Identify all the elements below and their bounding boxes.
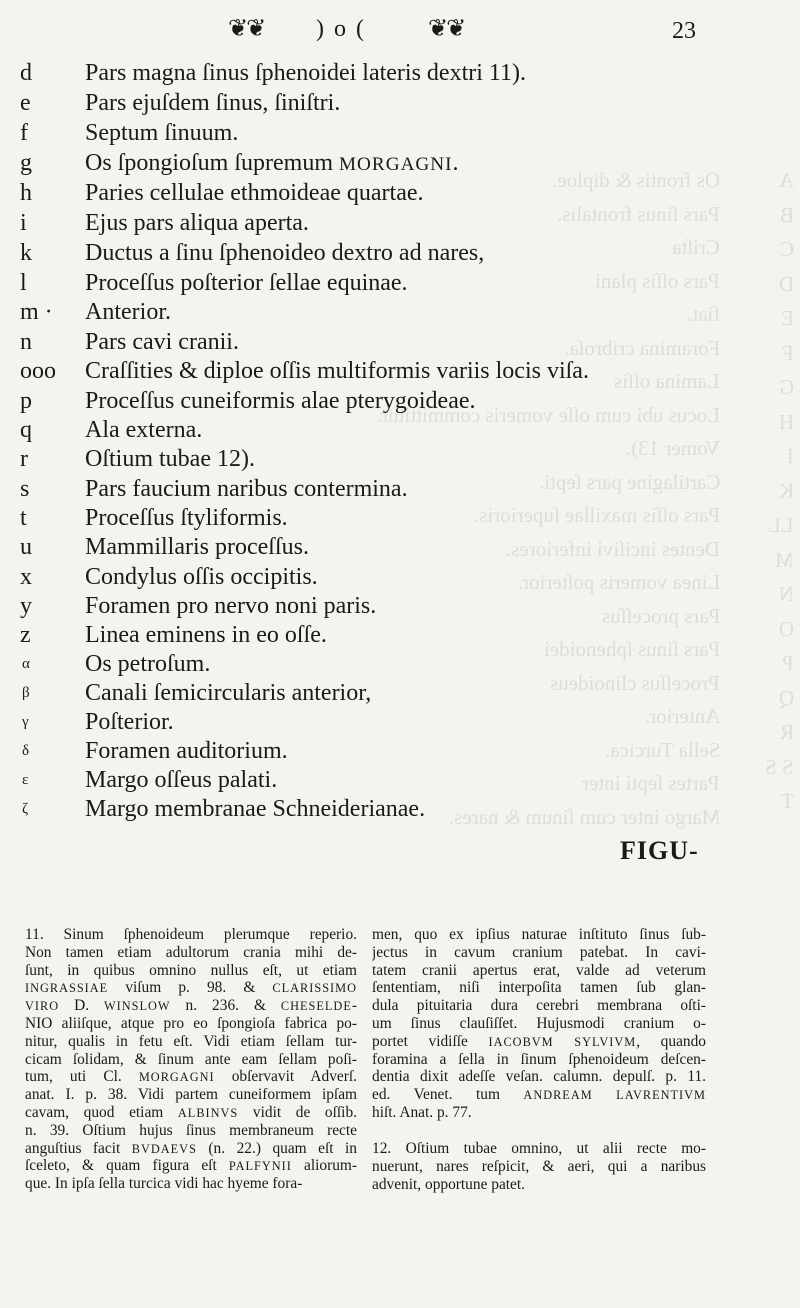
- ghost-line: Partes ſepti inter: [582, 771, 720, 795]
- legend-row: [0, 297, 760, 327]
- legend-description: Mammillaris proceſſus.: [85, 534, 309, 560]
- legend-letter: β: [22, 685, 30, 701]
- ghost-line: fiat.: [686, 302, 720, 326]
- ghost-line: Vomer 13).: [625, 436, 720, 460]
- left-fleuron-ornament: ❦❦: [228, 16, 265, 42]
- legend-letter: m ·: [20, 299, 53, 325]
- footnote-line: jectus in cavum cranium patebat. In cavi-: [372, 943, 706, 961]
- ghost-line: Margo inter cum ſinum & nares.: [448, 804, 720, 829]
- legend-row: [0, 620, 760, 650]
- page-number: 23: [672, 18, 696, 44]
- legend-description: Pars faucium naribus contermina.: [85, 476, 408, 502]
- legend-letter: p: [20, 388, 32, 414]
- legend-row: [0, 178, 760, 208]
- footnote-line: que. In ipſa ſella turcica vidi hac hyeme fora-: [25, 1175, 303, 1193]
- legend-description: Poſterior.: [85, 709, 174, 735]
- footnote-line: um ſinus clauſiſſet. Hujusmodi cranium o-: [372, 1014, 706, 1032]
- ghost-letter: M: [775, 547, 794, 572]
- legend-description: Proceſſus cuneiformis alae pterygoideae.: [85, 388, 476, 414]
- ghost-line: Locus ubi cum oſſe vomeris committitur.: [377, 402, 720, 427]
- footnote-line: tum, uti Cl. MORGAGNI obſervavit Adverſ.: [25, 1068, 357, 1086]
- legend-row: [0, 386, 760, 416]
- footnote-line: portet vidiſſe IACOBVM SYLVIVM, quando: [372, 1032, 706, 1050]
- legend-letter: ε: [22, 772, 29, 788]
- legend-description: Oſtium tubae 12).: [85, 446, 255, 472]
- legend-description: Foramen auditorium.: [85, 738, 288, 764]
- legend-letter: x: [20, 564, 32, 590]
- legend-description: Ejus pars aliqua aperta.: [85, 210, 309, 236]
- footnote-line: tatem cranii apertus erat, valde ad veterum: [372, 961, 706, 979]
- legend-row: [0, 268, 760, 298]
- ghost-letter: A: [778, 168, 794, 192]
- ghost-line: Proceſſus clinoideus: [550, 670, 720, 695]
- legend-description: Canali ſemicircularis anterior,: [85, 680, 372, 706]
- legend-letter: z: [20, 622, 31, 648]
- legend-description: Pars magna ſinus ſphenoidei lateris dextri 11).: [85, 60, 527, 86]
- footnote-line: advenit, opportune patet.: [372, 1175, 526, 1193]
- legend-row: [0, 118, 760, 148]
- footnote-line: ſceleto, & quam figura eſt PALFYNII aliorum-: [25, 1157, 357, 1175]
- ghost-letter: B: [779, 202, 794, 227]
- legend-description: Pars cavi cranii.: [85, 329, 239, 355]
- legend-letter: α: [22, 656, 30, 672]
- ghost-line: Linea vomeris poſterior.: [517, 570, 720, 594]
- ghost-letter: G: [778, 375, 794, 399]
- legend-description: Foramen pro nervo noni paris.: [85, 593, 377, 619]
- ghost-letter: LL: [768, 513, 794, 537]
- legend-letter: d: [20, 60, 32, 86]
- legend-row: [0, 707, 760, 737]
- legend-letter: i: [20, 210, 27, 236]
- footnote-line: anguſtius facit BVDAEVS (n. 22.) quam eſt in: [25, 1139, 357, 1157]
- legend-letter: r: [20, 446, 28, 472]
- legend-row: [0, 208, 760, 238]
- legend-letter: δ: [22, 743, 30, 759]
- legend-row: [0, 736, 760, 766]
- footnote-line: 11. Sinum ſphenoideum plerumque reperio.: [25, 926, 357, 943]
- page-header: [0, 14, 800, 54]
- legend-row: [0, 794, 760, 824]
- legend-description: Os ſpongioſum ſupremum MORGAGNI.: [85, 150, 459, 176]
- legend-letter: q: [20, 417, 32, 443]
- legend-letter: f: [20, 120, 28, 146]
- legend-description: Paries cellulae ethmoideae quartae.: [85, 180, 424, 206]
- ghost-letter: N: [778, 582, 794, 606]
- running-title: )o(: [316, 16, 374, 42]
- footnote-line: cavam, quod etiam ALBINVS vidit de oſſib.: [25, 1103, 357, 1121]
- footnote-line: dentia dixit adeſſe veſan. calumn. depulſ. p. 11.: [372, 1068, 706, 1086]
- legend-row: [0, 532, 760, 562]
- legend-letter: k: [20, 240, 32, 266]
- legend-description: Pars ejuſdem ſinus, ſiniſtri.: [85, 90, 341, 116]
- footnote-line: men, quo ex ipſius naturae inſtituto ſinus ſub-: [372, 926, 706, 943]
- legend-row: [0, 562, 760, 592]
- legend-letter: ζ: [22, 801, 29, 817]
- ghost-line: Pars oſſis plani: [595, 268, 720, 293]
- ghost-letter: C: [779, 237, 794, 261]
- footnote-line: VIRO D. WINSLOW n. 236. & CHESELDE-: [25, 997, 357, 1015]
- footnote-line: Non tamen etiam adultorum crania mihi de-: [25, 943, 357, 961]
- ghost-line: Pars ſinus ſphenoidei: [543, 637, 720, 661]
- legend-row: [0, 327, 760, 357]
- legend-description: Anterior.: [85, 299, 171, 325]
- footnote-line: ſententiam, niſi interpoſita tamen ſub glan-: [372, 979, 706, 997]
- footnote-line: 12. Oſtium tubae omnino, ut alii recte mo-: [372, 1140, 706, 1157]
- ghost-line: Sella Turcica.: [604, 737, 720, 762]
- footnote-line: anat. I. p. 38. Vidi partem cuneiformem ipſam: [25, 1086, 357, 1104]
- legend-description: Proceſſus poſterior ſellae equinae.: [85, 270, 408, 296]
- legend-letter: g: [20, 150, 32, 176]
- legend-description: Septum ſinuum.: [85, 120, 239, 146]
- ghost-letter: S S: [765, 754, 794, 779]
- legend-description: Ala externa.: [85, 417, 203, 443]
- ghost-letter: D: [778, 271, 794, 296]
- footnote-11-left-column: [25, 926, 357, 1193]
- footnote-line: nitur, qualis in fetu eſt. Vidi etiam ſellam tur-: [25, 1032, 357, 1050]
- legend-row: [0, 649, 760, 679]
- ghost-line: Anterior.: [644, 704, 720, 728]
- legend-row: [0, 591, 760, 621]
- legend-description: Margo membranae Schneiderianae.: [85, 796, 426, 822]
- footnote-line: n. 39. Oſtium hujus ſinus membraneum recte: [25, 1121, 357, 1139]
- legend-row: [0, 356, 760, 386]
- ghost-line: Foramina cribroſa.: [563, 335, 720, 360]
- legend-description: Margo oſſeus palati.: [85, 767, 278, 793]
- legend-row: [0, 474, 760, 504]
- legend-row: [0, 58, 760, 88]
- footnote-line: hiſt. Anat. p. 77.: [372, 1103, 472, 1121]
- legend-letter: h: [20, 180, 32, 206]
- legend-letter: t: [20, 505, 27, 531]
- legend-letter: u: [20, 534, 32, 560]
- legend-letter: n: [20, 329, 32, 355]
- legend-description: Condylus oſſis occipitis.: [85, 564, 318, 590]
- ghost-line: Pars oſſis maxillae ſuperioris.: [473, 503, 720, 527]
- legend-row: [0, 238, 760, 268]
- ghost-letter: T: [781, 789, 794, 813]
- legend-letter: γ: [22, 714, 29, 730]
- legend-description: Linea eminens in eo oſſe.: [85, 622, 327, 648]
- ghost-letter: E: [781, 306, 794, 330]
- ghost-letter: R: [779, 720, 794, 744]
- legend-row: [0, 148, 760, 178]
- legend-row: [0, 415, 760, 445]
- ghost-line: Pars ſinus frontalis.: [557, 201, 720, 226]
- ghost-line: Cartilagine pars ſepti.: [538, 469, 720, 494]
- legend-letter: s: [20, 476, 30, 502]
- footnote-line: nuerunt, nares reſpicit, & aeri, qui a naribus: [372, 1157, 706, 1175]
- footnotes-right-column: [372, 926, 706, 1193]
- ghost-line: Lamina oſſis: [614, 369, 720, 393]
- legend-letter: l: [20, 270, 27, 296]
- footnote-line: INGRASSIAE viſum p. 98. & CLARISSIMO: [25, 979, 357, 997]
- footnote-line: dula pituitaria dura cerebri membrana oſti-: [372, 997, 706, 1015]
- legend-letter: y: [20, 593, 32, 619]
- ghost-letter: I: [787, 444, 794, 468]
- legend-letter: ooo: [20, 358, 56, 384]
- footnote-line: ed. Venet. tum ANDREAM LAVRENTIVM: [372, 1086, 706, 1104]
- footnote-12: [372, 1140, 706, 1193]
- catchword: FIGU-: [620, 836, 699, 865]
- ghost-letter: Q: [778, 685, 794, 710]
- ghost-line: Pars proceſſus: [601, 603, 720, 628]
- legend-letter: e: [20, 90, 31, 116]
- legend-description: Ductus a ſinu ſphenoideo dextro ad nares,: [85, 240, 485, 266]
- ghost-line: Os frontis & diploe.: [552, 168, 720, 192]
- legend-row: [0, 444, 760, 474]
- legend-description: Proceſſus ſtyliformis.: [85, 505, 288, 531]
- footnote-line: ſunt, in quibus omnino nullus eſt, ut etiam: [25, 961, 357, 979]
- right-fleuron-ornament: ❦❦: [428, 16, 465, 42]
- legend-description: Os petroſum.: [85, 651, 211, 677]
- legend-row: [0, 678, 760, 708]
- ghost-letter: O: [778, 616, 794, 641]
- legend-row: [0, 88, 760, 118]
- ghost-letter: H: [778, 409, 794, 434]
- footnote-line: foramina a ſella in ſinum ſphenoideum deſcen-: [372, 1050, 706, 1068]
- ghost-letter: P: [782, 651, 794, 675]
- legend-description: Craſſities & diploe oſſis multiformis variis locis viſa.: [85, 358, 589, 384]
- ghost-line: Criſta: [672, 235, 720, 259]
- ghost-line: Dentes inciſivi inferiores.: [505, 536, 720, 561]
- legend-row: [0, 503, 760, 533]
- legend-row: [0, 765, 760, 795]
- ghost-letter: K: [778, 478, 794, 503]
- footnote-line: NIO aliiſque, atque pro eo ſpongioſa fabrica po-: [25, 1014, 357, 1032]
- ghost-letter: F: [782, 340, 794, 365]
- footnote-line: cicam ſolidam, & ſinum ante eam ſellam poſi-: [25, 1050, 357, 1068]
- footnote-11-continuation: [372, 926, 706, 1122]
